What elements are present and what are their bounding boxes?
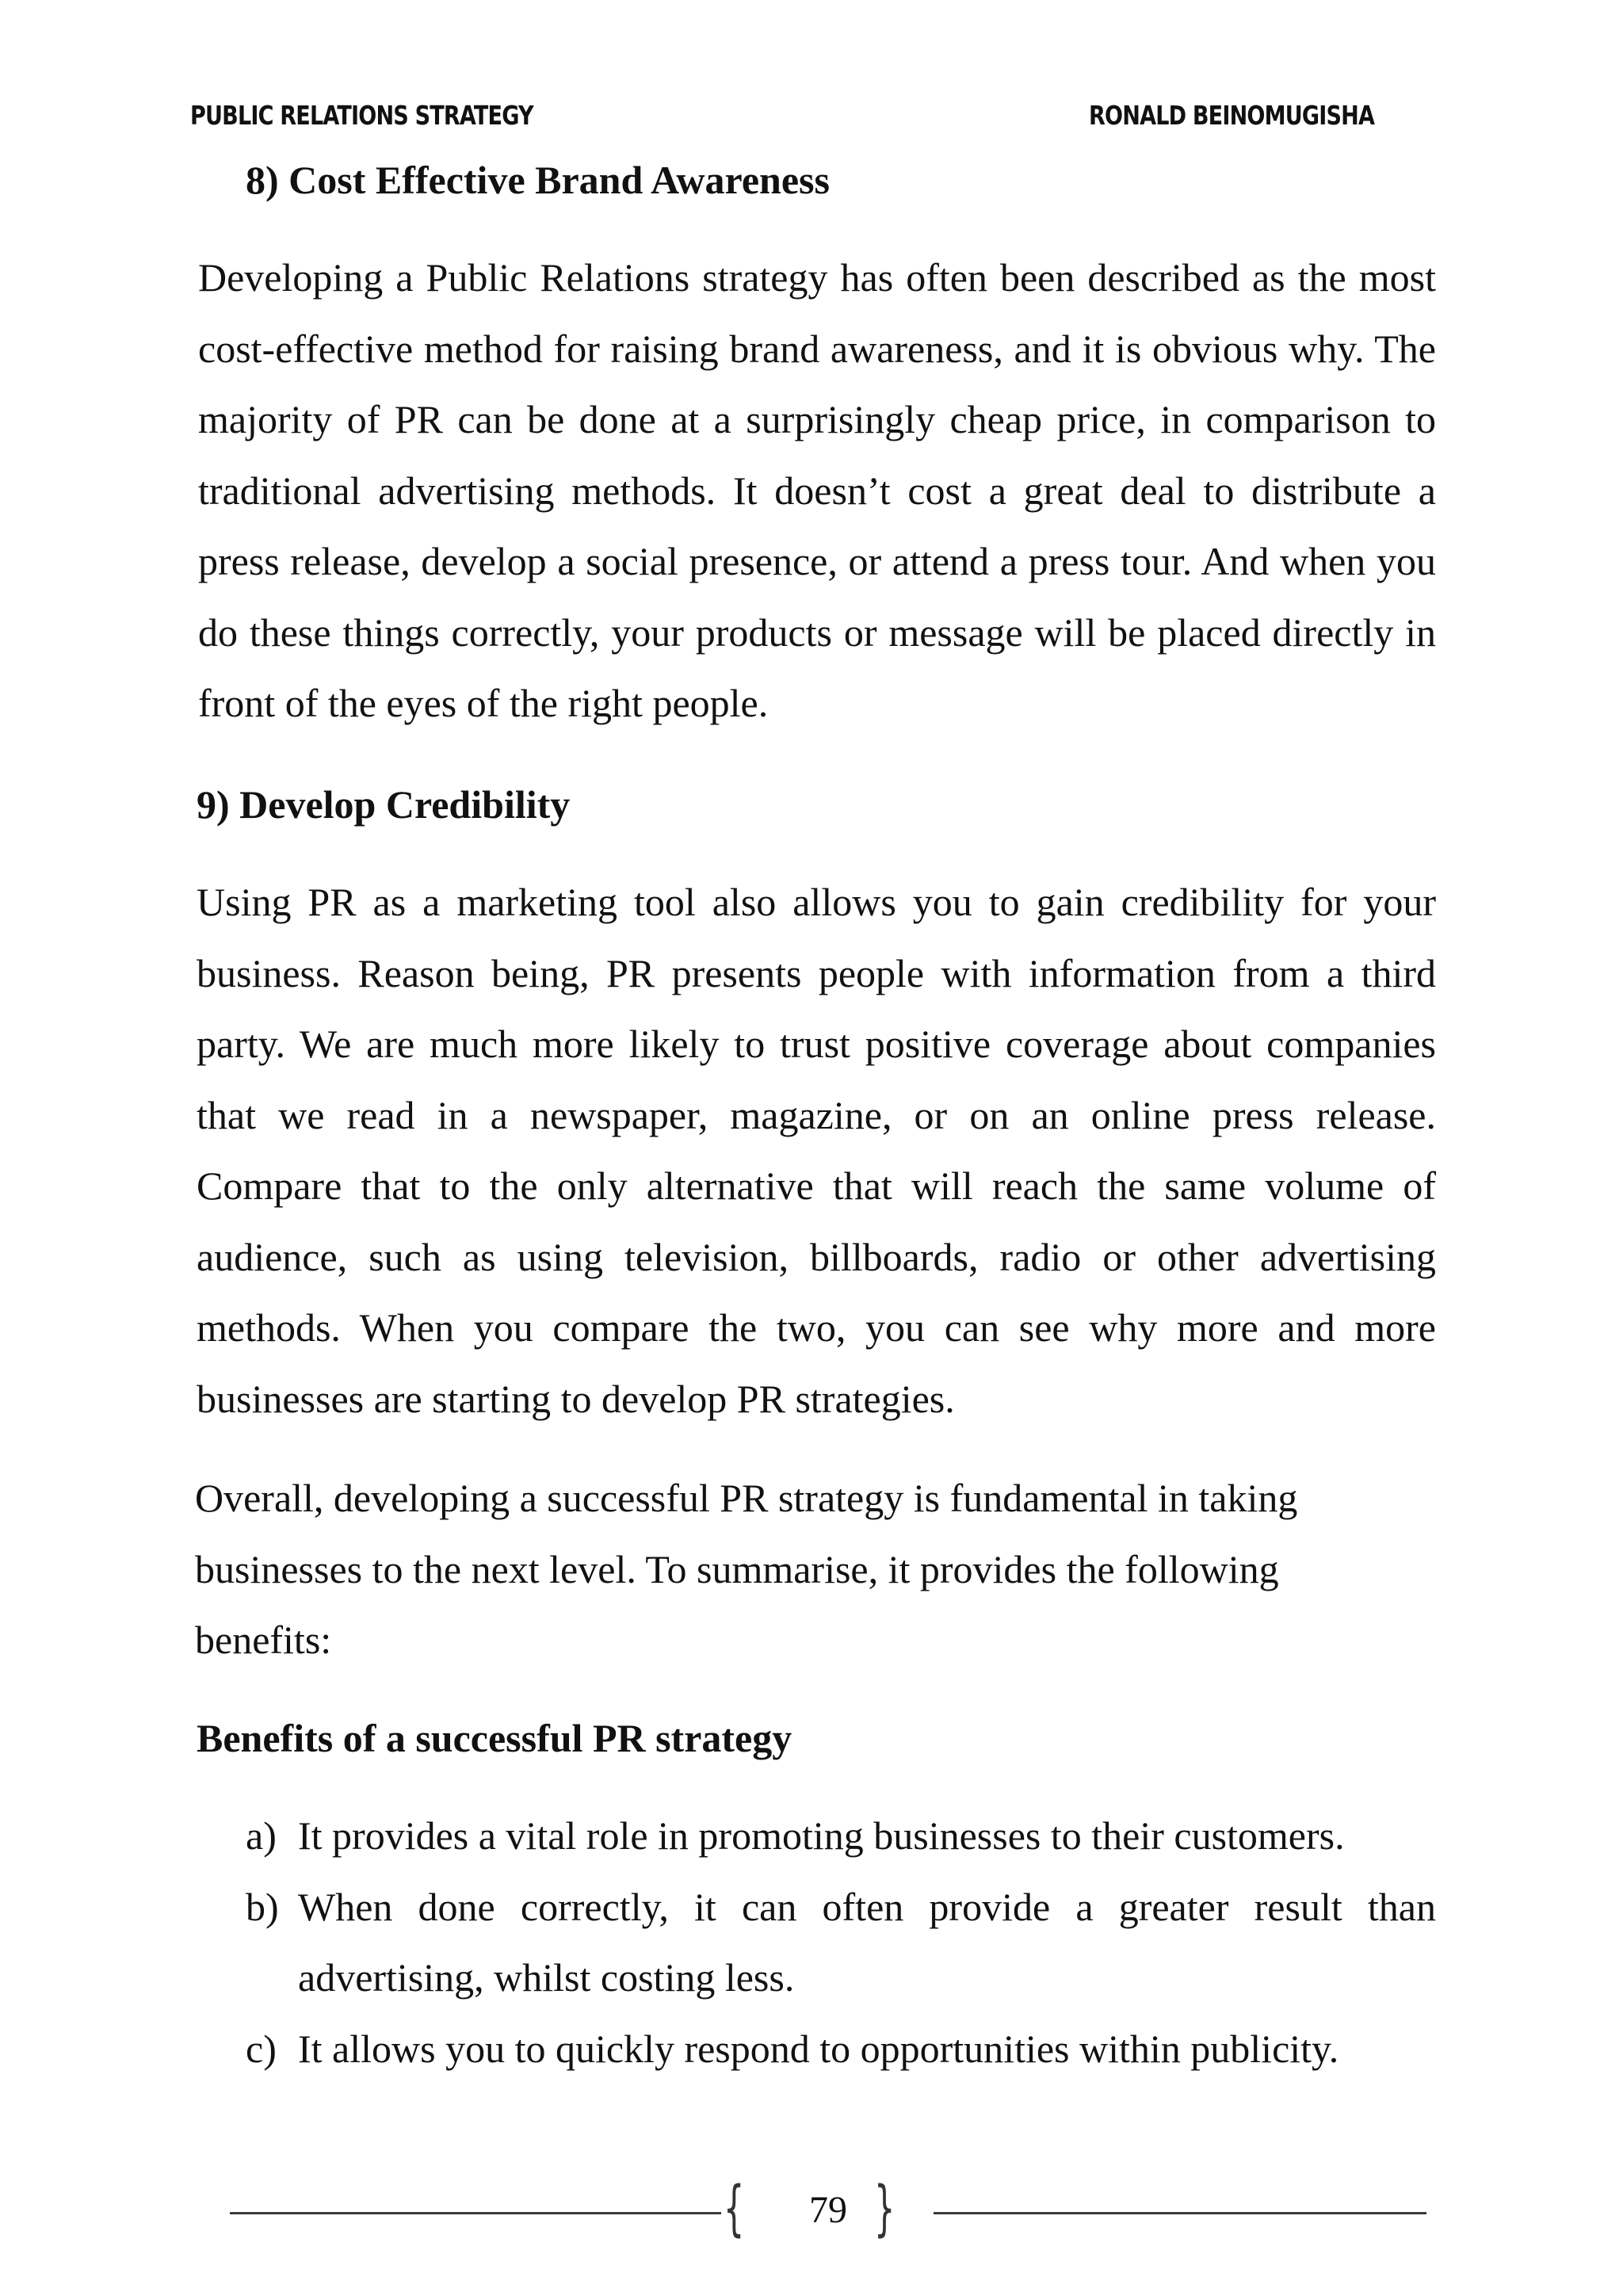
paragraph-overall-line-1: Overall, developing a successful PR strategy is fundamental in taking (195, 1476, 1298, 1520)
paragraph-overall-line-3: benefits: (195, 1618, 332, 1662)
header-book-title: PUBLIC RELATIONS STRATEGY (190, 100, 533, 131)
list-item-text: It allows you to quickly respond to opportunities within publicity. (298, 2026, 1339, 2071)
list-marker: a) (246, 1813, 277, 1858)
paragraph-credibility: Using PR as a marketing tool also allows you to gain credibility for your business. Reason being, PR presents people with information from a third party. We are much more likely to trust positive coverage about companies that we read in a newspaper, magazine, or on an online press release. Compare that to the only alternative that will reach the same volume of audience, such as using television, billboards, radio or other advertising methods. When you compare the two, you can see why more and more businesses are starting to develop PR strategies. (197, 880, 1436, 1421)
page-number: 79 (809, 2189, 847, 2231)
footer-rule-left (230, 2212, 721, 2214)
section-heading-credibility: 9) Develop Credibility (197, 782, 571, 827)
benefits-list (246, 1801, 1436, 2084)
list-item (246, 1801, 1436, 1872)
paragraph-overall (195, 1463, 1436, 1676)
section-heading-cost-effective: 8) Cost Effective Brand Awareness (246, 158, 830, 202)
list-marker: c) (246, 2026, 277, 2071)
left-brace-icon: { (723, 2172, 745, 2243)
benefits-heading: Benefits of a successful PR strategy (197, 1716, 792, 1760)
paragraph-cost-effective: Developing a Public Relations strategy has often been described as the most cost-effective method for raising brand awareness, and it is obvious why. The majority of PR can be done at a surprisingly cheap price, in comparison to traditional advertising methods. It doesn’t cost a great deal to distribute a press release, develop a social presence, or attend a press tour. And when you do these things correctly, your products or message will be placed directly in front of the eyes of the right people. (198, 255, 1436, 725)
list-marker: b) (246, 1884, 279, 1929)
list-item-text: When done correctly, it can often provide a greater result than advertising, whilst costing less. (298, 1884, 1436, 2000)
header-author-name: RONALD BEINOMUGISHA (1088, 100, 1374, 131)
footer-rule-right (934, 2212, 1426, 2214)
running-header (190, 100, 1374, 136)
page-footer (230, 2172, 1426, 2243)
paragraph-overall-line-2: businesses to the next level. To summarise, it provides the following (195, 1546, 1279, 1591)
right-brace-icon: } (873, 2172, 896, 2243)
list-item (246, 2014, 1436, 2085)
list-item (246, 1872, 1436, 2014)
list-item-text: It provides a vital role in promoting businesses to their customers. (298, 1813, 1345, 1858)
